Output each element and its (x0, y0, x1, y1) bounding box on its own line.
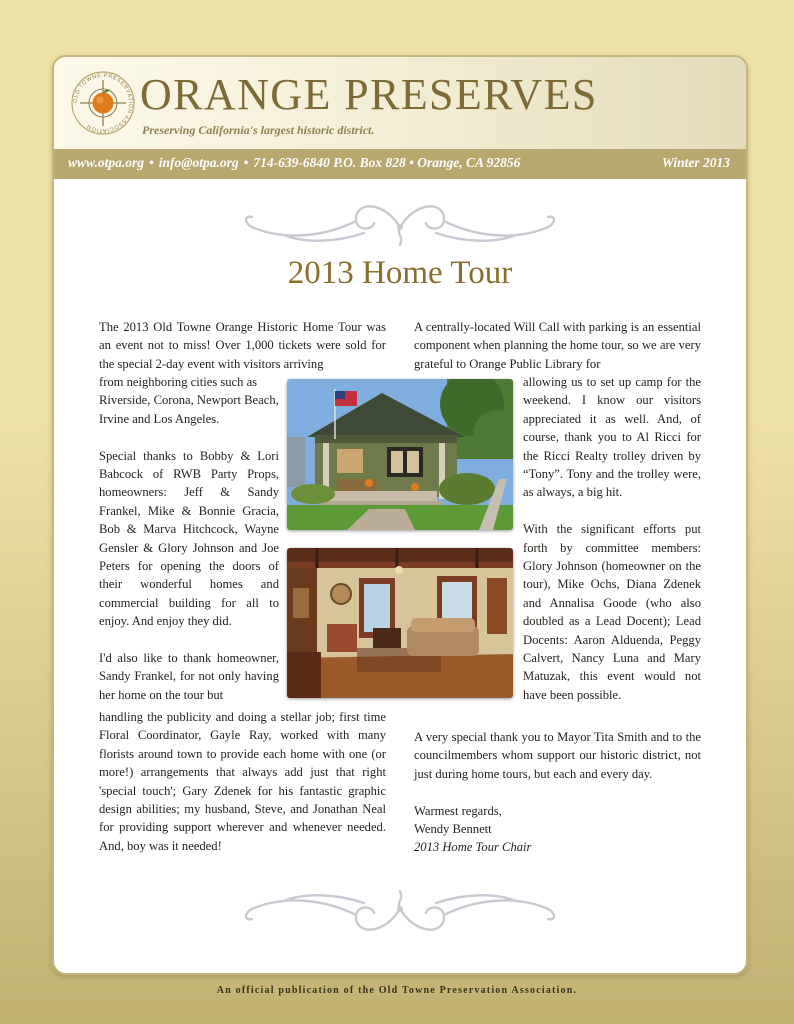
left-wrap-text-1 (99, 373, 279, 704)
svg-text:OLD TOWNE PRESERVATION ASSOCIA: OLD TOWNE PRESERVATION ASSOCIATION (72, 72, 134, 134)
house-interior-photo (287, 548, 513, 698)
signature: Wendy Bennett (414, 822, 492, 837)
paragraph: A centrally-located Will Call with parking is an essential component when planning the home tour, so we are very grateful to Orange Public Library for (414, 320, 701, 371)
paragraph: handling the publicity and doing a stellar job; first time Floral Coordinator, Gayle Ray, worked with many florists around town to provide each home with one (or more!) arrangements that always add just that right 'special touch'; Gary Zdenek for his fantastic graphic design abilities; my husband, Steve, and Jonathan Neal for providing support wherever and whenever needed. And, boy was it needed! (99, 710, 386, 853)
paragraph: allowing us to set up camp for the weekend. I know our visitors appreciated it as well. And, of course, thank you to Al Ricci for the Ricci Realty trolley driven by “Tony”. Tony and the trolley were, as always, a big hit. (523, 375, 701, 500)
paragraph: A very special thank you to Mayor Tita Smith and to the councilmembers whom support our historic district, not just during home tours, but each and every day. (414, 730, 701, 781)
tagline: Preserving California's largest historic district. (142, 123, 375, 137)
paragraph: With the significant efforts put forth by committee members: Glory Johnson (homeowner on the tour), Mike Ochs, Diana Zdenek and Annalisa Goode (who also doubled as a Lead Docent); Lead Docents: Aaron Alduenda, Peggy Calvert, Nancy Luna and Mary Matuzak, this event would not have been possible. (523, 522, 701, 702)
phone-address: 714-639-6840 P.O. Box 828 • Orange, CA 92856 (253, 155, 521, 170)
right-bottom-text (414, 728, 701, 857)
closing: Warmest regards, (414, 803, 502, 818)
paragraph: Special thanks to Bobby & Lori Babcock of RWB Party Props, homeowners: Jeff & Sandy Frankel, Mike & Bonnie Gracia, Bob & Marva Hitchcock, Wayne Gensler & Glory Johnson and Joe Peters for opening the doors of their wonderful homes and commercial building for all to enjoy. And enjoy they did. (99, 448, 279, 629)
left-intro-text (99, 318, 386, 373)
masthead (54, 57, 746, 149)
edition-label: Winter 2013 (661, 155, 730, 170)
paragraph: I'd also like to thank homeowner, Sandy Frankel, for not only having her home on the tour but (99, 651, 279, 702)
house-exterior-photo (287, 379, 513, 530)
newsletter-page (52, 55, 748, 975)
right-intro-text (414, 318, 701, 373)
contact-info: www.otpa.org • info@otpa.org • 714-639-6840 P.O. Box 828 • Orange, CA 92856 (68, 155, 521, 170)
signature-role: 2013 Home Tour Chair (414, 840, 532, 855)
right-wrap-text (523, 373, 701, 704)
footer-text: An official publication of the Old Towne Preservation Association. (216, 985, 578, 996)
top-flourish-icon (244, 197, 556, 253)
article-title: 2013 Home Tour (287, 255, 513, 291)
left-bottom-text (99, 708, 386, 855)
otpa-logo-icon (70, 70, 136, 136)
newsletter-title: ORANGE PRESERVES (140, 70, 598, 119)
paragraph: from neighboring cities such as Riverside, Corona, Newport Beach, Irvine and Los Angeles. (99, 375, 279, 426)
website-link[interactable]: www.otpa.org (68, 155, 145, 170)
contact-bar (54, 149, 746, 179)
bottom-flourish-icon (244, 883, 556, 939)
paragraph: The 2013 Old Towne Orange Historic Home Tour was an event not to miss! Over 1,000 tickets were sold for the special 2-day event with visitors arriving (99, 320, 386, 371)
email-link[interactable]: info@otpa.org (158, 155, 239, 170)
